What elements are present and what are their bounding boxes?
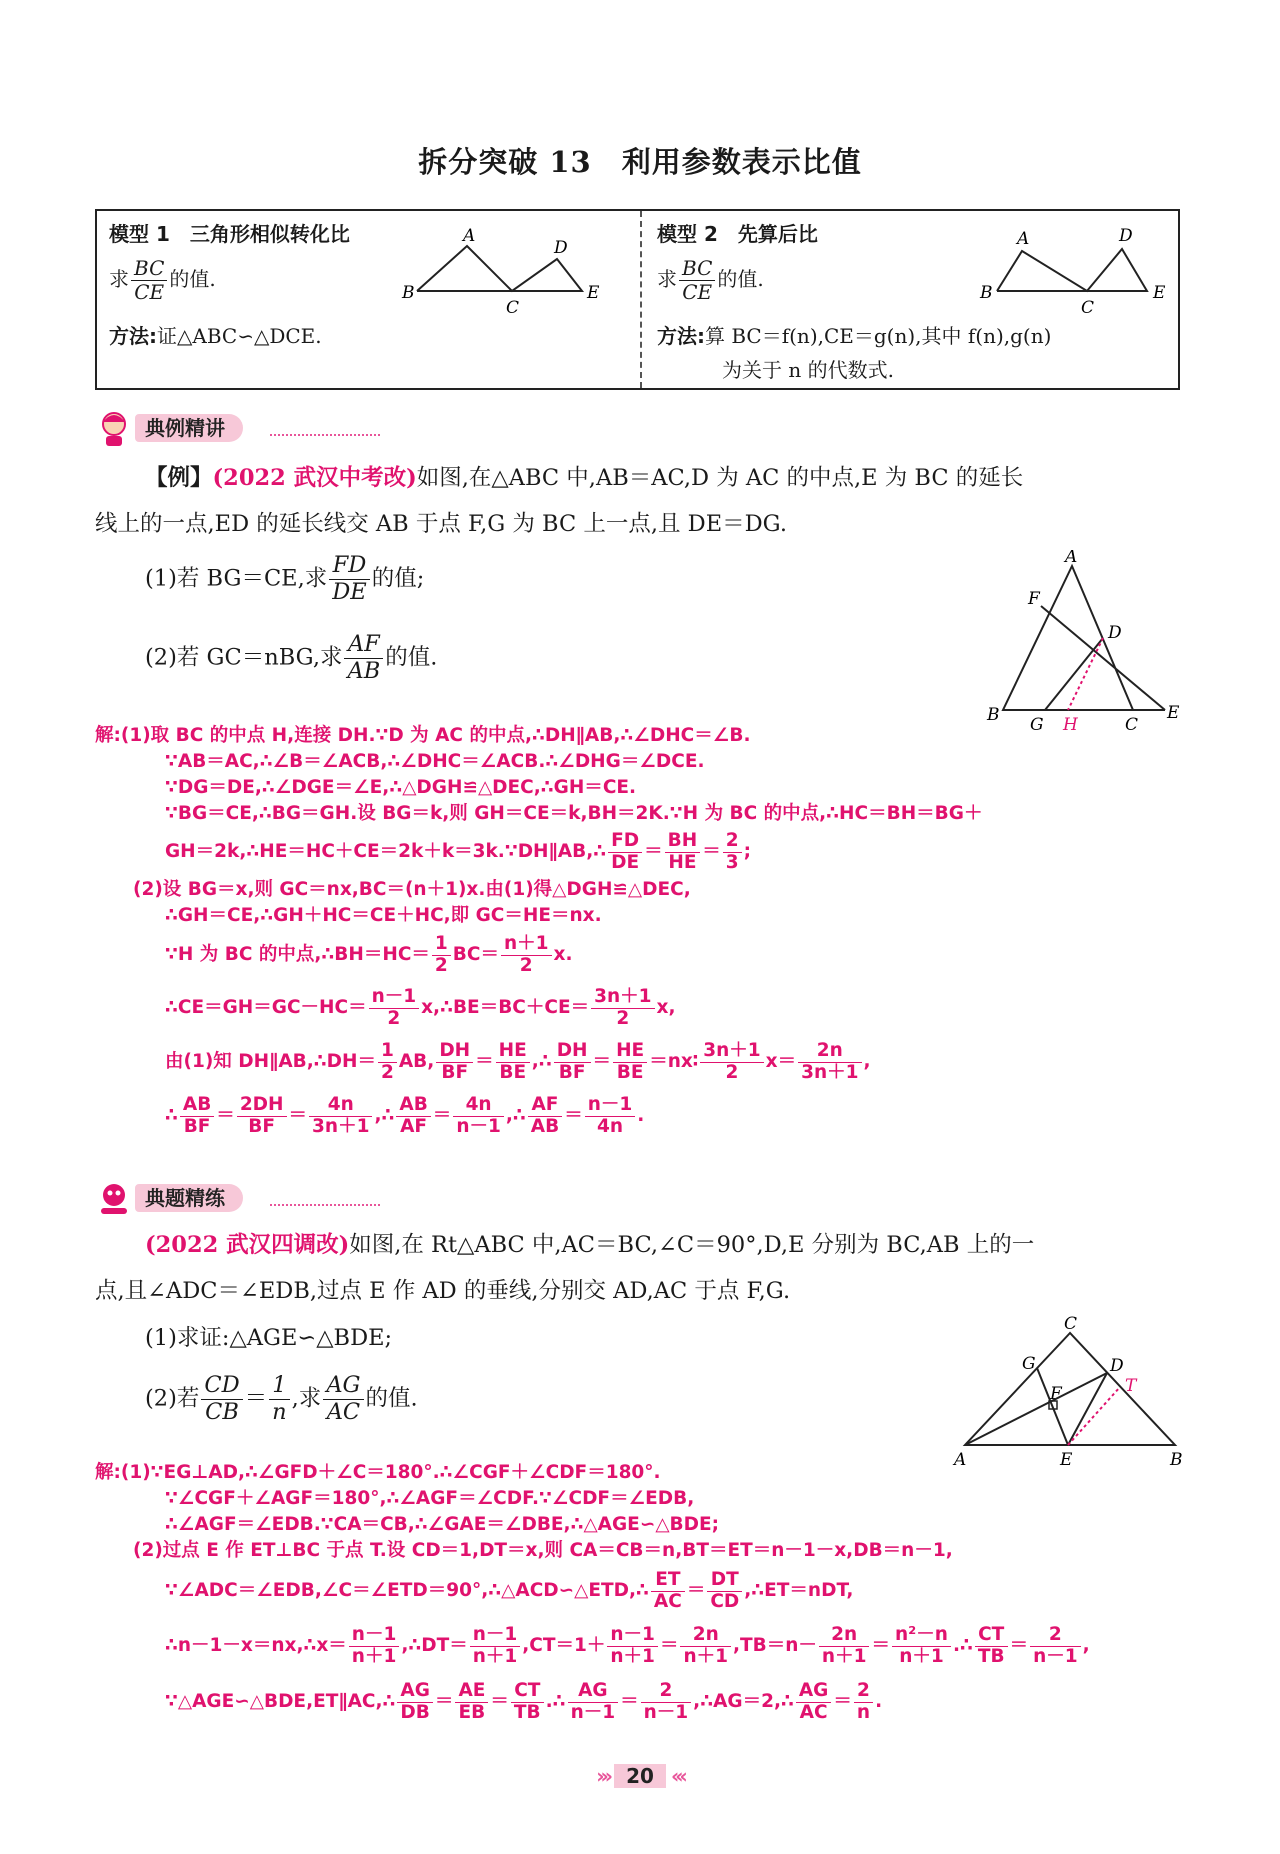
- svg-text:D: D: [1110, 1356, 1124, 1376]
- page-title: 拆分突破 13 利用参数表示比值: [418, 145, 862, 179]
- svg-text:G: G: [1030, 715, 1044, 735]
- sol1-line: 由(1)知 DH∥AB,∴DH＝ $\frac{1}{2}$ AB, $\frac{DH}{BF}$ ＝ $\frac{HE}{BE}$ ,∴ $\frac{DH}{BF}$ ＝ $\frac{HE}{BE}$ ＝nx∶ $\frac{3n+1}{2}$ x＝ $\frac{2n}{3n+1}$ ,: [165, 1040, 871, 1083]
- sol2-line: ∵△AGE∽△BDE,ET∥AC,∴ $\frac{AG}{DB}$ ＝ $\frac{AE}{EB}$ ＝ $\frac{CT}{TB}$ .∴ $\frac{AG}{n-1}$ ＝ $\frac{2}{n-1}$ ,∴AG＝2,∴ $\frac{AG}{AC}$ ＝ $\frac{2}{n}$ .: [165, 1680, 883, 1723]
- sol1-line: ∴CE＝GH＝GC－HC＝ $\frac{n-1}{2}$ x,∴BE＝BC＋CE＝ $\frac{3n+1}{2}$ x,: [165, 986, 676, 1029]
- svg-text:T: T: [1125, 1376, 1137, 1396]
- svg-text:G: G: [1022, 1354, 1036, 1374]
- practice-question: [95, 1222, 1185, 1314]
- section-title-practice: 典题精练: [135, 1184, 243, 1212]
- sol1-line: 解:(1)取 BC 的中点 H,连接 DH.∵D 为 AC 的中点,∴DH∥AB,∴∠DHC＝∠B.: [95, 725, 751, 746]
- sol2-line: ∵∠CGF＋∠AGF＝180°,∴∠AGF＝∠CDF.∵∠CDF＝∠EDB,: [165, 1488, 695, 1509]
- model2-heading: 模型 2 先算后比: [657, 222, 818, 246]
- model-divider: [640, 211, 642, 388]
- svg-text:B: B: [980, 283, 993, 303]
- section-tag-example: [95, 410, 355, 446]
- sol2-line: ∴∠AGF＝∠EDB.∵CA＝CB,∴∠GAE＝∠DBE,∴△AGE∽△BDE;: [165, 1514, 720, 1535]
- sol2-line: ∵∠ADC＝∠EDB,∠C＝∠ETD＝90°,∴△ACD∽△ETD,∴ $\frac{ET}{AC}$ ＝ $\frac{DT}{CD}$ ,∴ET＝nDT,: [165, 1569, 854, 1612]
- svg-text:B: B: [987, 705, 1000, 725]
- sol1-line: ∵AB＝AC,∴∠B＝∠ACB,∴∠DHC＝∠ACB.∴∠DHG＝∠DCE.: [165, 751, 705, 772]
- sol2-line: 解:(1)∵EG⊥AD,∴∠GFD＋∠C＝180°.∴∠CGF＋∠CDF＝180°.: [95, 1462, 661, 1483]
- practice-line-1: (2022 武汉四调改)如图,在 Rt△ABC 中,AC＝BC,∠C＝90°,D,E 分别为 BC,AB 上的一: [145, 1232, 1035, 1258]
- sol1-line: ∵H 为 BC 的中点,∴BH＝HC＝ $\frac{1}{2}$ BC＝ $\frac{n+1}{2}$ x.: [165, 933, 573, 976]
- svg-text:A: A: [954, 1450, 967, 1470]
- svg-text:C: C: [1081, 298, 1095, 316]
- model1-figure: [397, 221, 632, 316]
- svg-text:C: C: [1064, 1315, 1078, 1334]
- svg-text:C: C: [506, 298, 520, 316]
- model1-ask: 求 $\frac{BC}{CE}$ 的值.: [109, 256, 216, 304]
- example-line-2: 线上的一点,ED 的延长线交 AB 于点 F,G 为 BC 上一点,且 DE＝DG.: [95, 511, 787, 537]
- svg-text:E: E: [1153, 283, 1166, 303]
- svg-text:A: A: [463, 226, 476, 246]
- section-rule: [270, 1204, 380, 1206]
- girl-mascot-icon: [95, 410, 133, 448]
- model1-method: 方法:证△ABC∽△DCE.: [109, 324, 322, 348]
- sol2-line: ∴n－1－x＝nx,∴x＝ $\frac{n-1}{n+1}$ ,∴DT＝ $\frac{n-1}{n+1}$ ,CT＝1＋ $\frac{n-1}{n+1}$ ＝ $\frac{2n}{n+1}$ ,TB＝n－ $\frac{2n}{n+1}$ ＝ $\frac{\text{n²－n}}{n+1}$ .∴ $\frac{CT}{TB}$ ＝ $\frac{2}{n-1}$ ,: [165, 1624, 1090, 1667]
- example-q1: (1)若 BG＝CE,求 $\frac{FD}{DE}$ 的值;: [145, 552, 425, 605]
- svg-text:B: B: [1170, 1450, 1183, 1470]
- practice-q1: (1)求证:△AGE∽△BDE;: [145, 1325, 393, 1351]
- model2-method-2: 为关于 n 的代数式.: [722, 358, 894, 382]
- example-q2: (2)若 GC＝nBG,求 $\frac{AF}{AB}$ 的值.: [145, 631, 438, 684]
- page-number-area: [540, 1764, 740, 1788]
- practice-figure: [950, 1315, 1185, 1470]
- sol1-line: ∵DG＝DE,∴∠DGE＝∠E,∴△DGH≌△DEC,∴GH＝CE.: [165, 777, 637, 798]
- svg-text:B: B: [402, 283, 415, 303]
- practice-line-2: 点,且∠ADC＝∠EDB,过点 E 作 AD 的垂线,分别交 AD,AC 于点 F,G.: [95, 1278, 791, 1304]
- sol1-line: GH＝2k,∴HE＝HC＋CE＝2k＋k＝3k.∵DH∥AB,∴ $\frac{FD}{DE}$ ＝ $\frac{BH}{HE}$ ＝ $\frac{2}{3}$ ;: [165, 830, 752, 873]
- example-line-1: 【例】(2022 武汉中考改)如图,在△ABC 中,AB＝AC,D 为 AC 的中点,E 为 BC 的延长: [145, 465, 1024, 491]
- example-question: [95, 455, 1185, 547]
- sol1-line: ∴GH＝CE,∴GH＋HC＝CE＋HC,即 GC＝HE＝nx.: [165, 905, 602, 926]
- example-figure: [985, 550, 1185, 740]
- practice-q2: (2)若 $\frac{CD}{CB}$ ＝ $\frac{1}{n}$ ,求 $\frac{AG}{AC}$ 的值.: [145, 1372, 418, 1425]
- svg-text:F: F: [1028, 589, 1040, 609]
- model2-ask: 求 $\frac{BC}{CE}$ 的值.: [657, 256, 764, 304]
- model2-figure: [977, 221, 1177, 316]
- svg-text:E: E: [1060, 1450, 1073, 1470]
- svg-text:D: D: [1119, 226, 1133, 246]
- sol2-line: (2)过点 E 作 ET⊥BC 于点 T.设 CD＝1,DT＝x,则 CA＝CB＝n,BT＝ET＝n－1－x,DB＝n－1,: [133, 1540, 953, 1561]
- chevrons-left-icon: ‹‹‹: [671, 1764, 684, 1788]
- example-solution: [95, 723, 1185, 1143]
- svg-text:E: E: [587, 283, 600, 303]
- page-number: 20: [614, 1764, 666, 1788]
- model2-method: 方法:算 BC＝f(n),CE＝g(n),其中 f(n),g(n): [657, 324, 1052, 348]
- section-title-example: 典例精讲: [135, 414, 243, 442]
- svg-text:A: A: [1017, 229, 1030, 249]
- chevrons-right-icon: ›››: [596, 1764, 609, 1788]
- sol1-line: ∵BG＝CE,∴BG＝GH.设 BG＝k,则 GH＝CE＝k,BH＝2K.∵H 为 BC 的中点,∴HC＝BH＝BG＋: [165, 803, 983, 824]
- svg-text:E: E: [1167, 703, 1180, 723]
- svg-text:F: F: [1050, 1384, 1062, 1404]
- section-tag-practice: [95, 1180, 355, 1216]
- mascot-icon: [95, 1180, 133, 1218]
- svg-text:H: H: [1063, 715, 1078, 735]
- model-box: [95, 209, 1180, 390]
- section-rule: [270, 434, 380, 436]
- svg-text:D: D: [1108, 623, 1122, 643]
- practice-solution: [95, 1460, 1185, 1730]
- sol1-line: ∴ $\frac{AB}{BF}$ ＝ $\frac{2DH}{BF}$ ＝ $\frac{4n}{3n+1}$ ,∴ $\frac{AB}{AF}$ ＝ $\frac{4n}{n-1}$ ,∴ $\frac{AF}{AB}$ ＝ $\frac{n-1}{4n}$ .: [165, 1094, 645, 1137]
- svg-text:A: A: [1065, 550, 1078, 567]
- sol1-line: (2)设 BG＝x,则 GC＝nx,BC＝(n＋1)x.由(1)得△DGH≌△DEC,: [133, 879, 691, 900]
- model1-heading: 模型 1 三角形相似转化比: [109, 222, 350, 246]
- svg-text:D: D: [554, 238, 568, 258]
- svg-text:C: C: [1125, 715, 1139, 735]
